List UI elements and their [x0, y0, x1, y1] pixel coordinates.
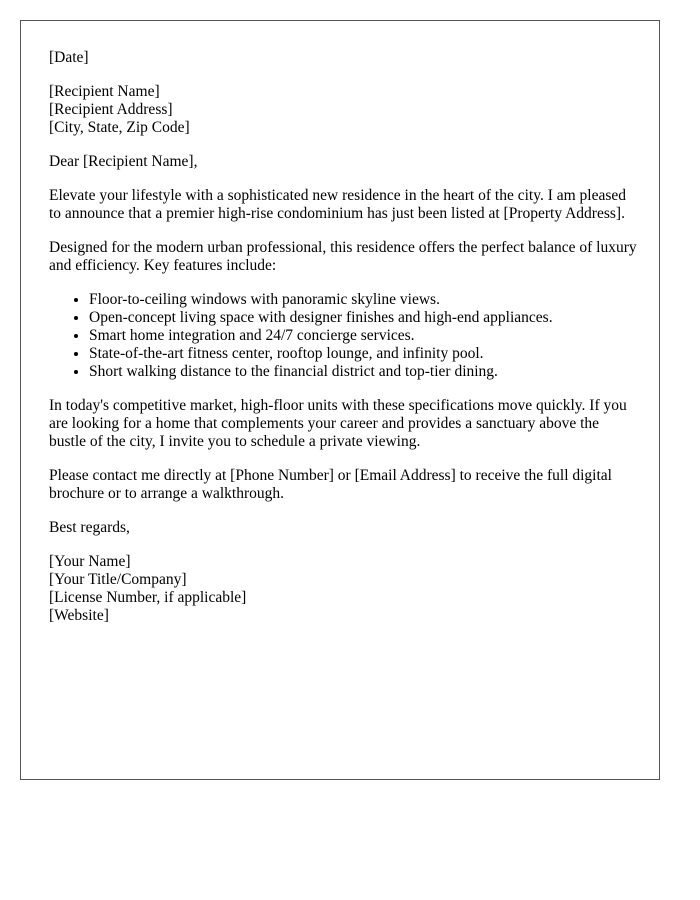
feature-item: • Smart home integration and 24/7 concierge services. — [89, 327, 637, 345]
salutation: Dear [Recipient Name], — [49, 153, 198, 170]
features-list — [49, 291, 637, 381]
signature-block — [49, 553, 637, 625]
letter-date: [Date] — [49, 49, 89, 66]
feature-item: • Open-concept living space with designer finishes and high-end appliances. — [89, 309, 637, 327]
recipient-name: [Recipient Name] — [49, 83, 160, 100]
intro-paragraph: Elevate your lifestyle with a sophisticated new residence in the heart of the city. I am pleased to announce that a premier high-rise condominium has just been listed at [Property Address]. — [49, 187, 627, 222]
feature-item: • State-of-the-art fitness center, rooftop lounge, and infinity pool. — [89, 345, 637, 363]
contact-paragraph: Please contact me directly at [Phone Number] or [Email Address] to receive the full digital brochure or to arrange a walkthrough. — [49, 467, 612, 502]
signature-name: [Your Name] — [49, 553, 131, 570]
features-intro-paragraph: Designed for the modern urban professional, this residence offers the perfect balance of luxury and efficiency. Key features include: — [49, 239, 637, 274]
letter-page — [20, 20, 660, 780]
signature-license: [License Number, if applicable] — [49, 589, 247, 606]
closing: Best regards, — [49, 519, 130, 536]
market-paragraph: In today's competitive market, high-floor units with these specifications move quickly. If you are looking for a home that complements your career and provides a sanctuary above the bustle of the city, I invite you to schedule a private viewing. — [49, 397, 627, 450]
feature-item: • Floor-to-ceiling windows with panoramic skyline views. — [89, 291, 637, 309]
recipient-city-state-zip: [City, State, Zip Code] — [49, 119, 190, 136]
recipient-block — [49, 83, 637, 137]
signature-title-company: [Your Title/Company] — [49, 571, 187, 588]
recipient-address: [Recipient Address] — [49, 101, 173, 118]
feature-item: • Short walking distance to the financial district and top-tier dining. — [89, 363, 637, 381]
letter-body — [49, 49, 637, 641]
signature-website: [Website] — [49, 607, 109, 624]
